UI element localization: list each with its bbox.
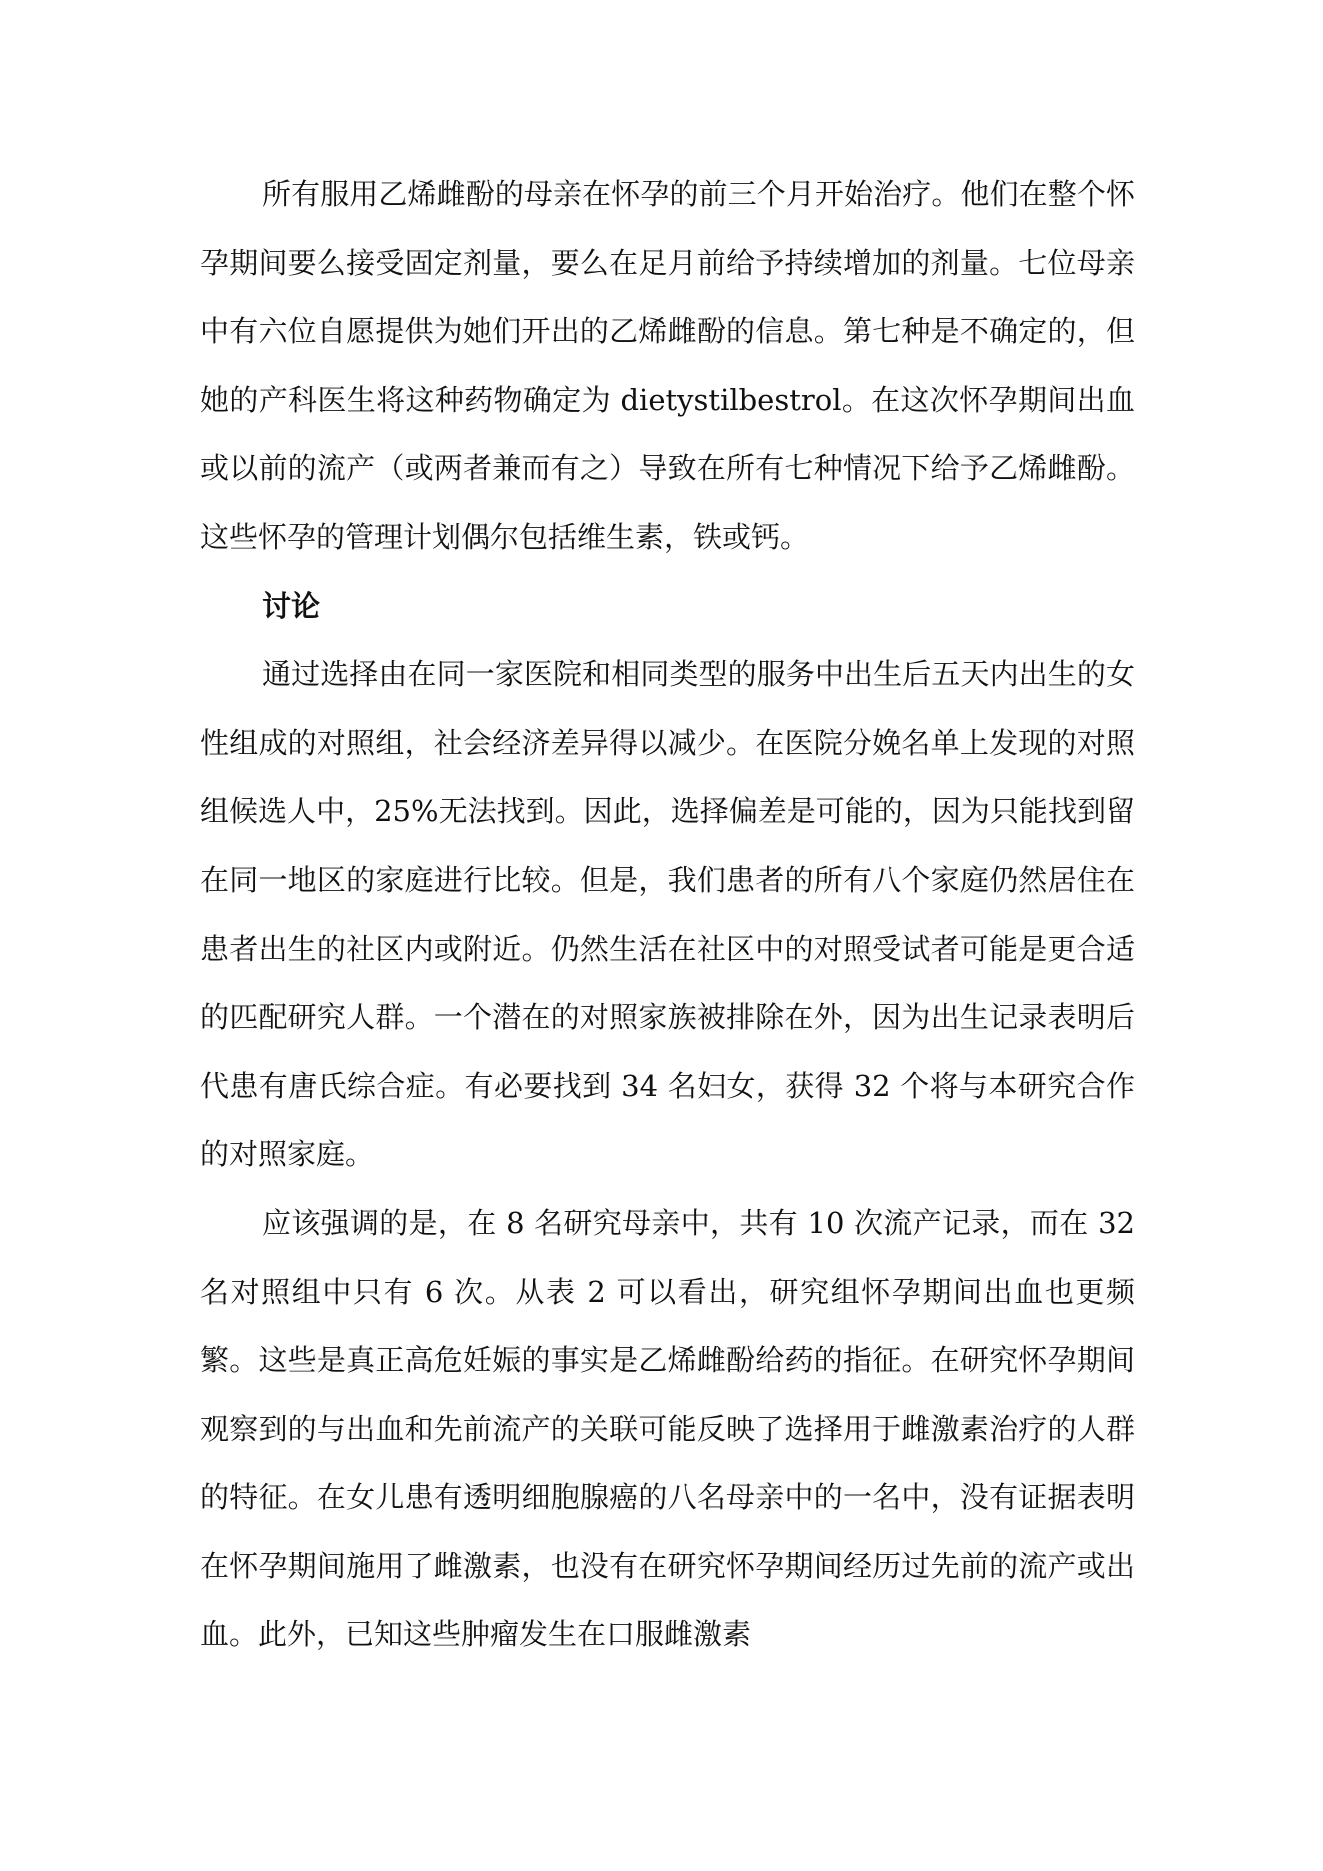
paragraph-treatment: 所有服用乙烯雌酚的母亲在怀孕的前三个月开始治疗。他们在整个怀孕期间要么接受固定剂量，要么在足月前给予持续增加的剂量。七位母亲中有六位自愿提供为她们开出的乙烯雌酚的信息。第七种是不确定的，但她的产科医生将这种药物确定为 dietystilbestrol。在这次怀孕期间出血或以前的流产（或两者兼而有之）导致在所有七种情况下给予乙烯雌酚。这些怀孕的管理计划偶尔包括维生素，铁或钙。 (200, 177, 1135, 554)
document-page (200, 160, 1135, 1669)
section-heading-discussion: 讨论 (262, 588, 321, 623)
paragraph-miscarriage: 应该强调的是，在 8 名研究母亲中，共有 10 次流产记录，而在 32 名对照组中只有 6 次。从表 2 可以看出，研究组怀孕期间出血也更频繁。这些是真正高危妊娠的事实是乙烯雌酚给药的指征。在研究怀孕期间观察到的与出血和先前流产的关联可能反映了选择用于雌激素治疗的人群的特征。在女儿患有透明细胞腺癌的八名母亲中的一名中，没有证据表明在怀孕期间施用了雌激素，也没有在研究怀孕期间经历过先前的流产或出血。此外，已知这些肿瘤发生在口服雌激素 (200, 1205, 1135, 1652)
paragraph-control-group: 通过选择由在同一家医院和相同类型的服务中出生后五天内出生的女性组成的对照组，社会经济差异得以减少。在医院分娩名单上发现的对照组候选人中，25%无法找到。因此，选择偏差是可能的，因为只能找到留在同一地区的家庭进行比较。但是，我们患者的所有八个家庭仍然居住在患者出生的社区内或附近。仍然生活在社区中的对照受试者可能是更合适的匹配研究人群。一个潜在的对照家族被排除在外，因为出生记录表明后代患有唐氏综合症。有必要找到 34 名妇女，获得 32 个将与本研究合作的对照家庭。 (200, 657, 1135, 1172)
